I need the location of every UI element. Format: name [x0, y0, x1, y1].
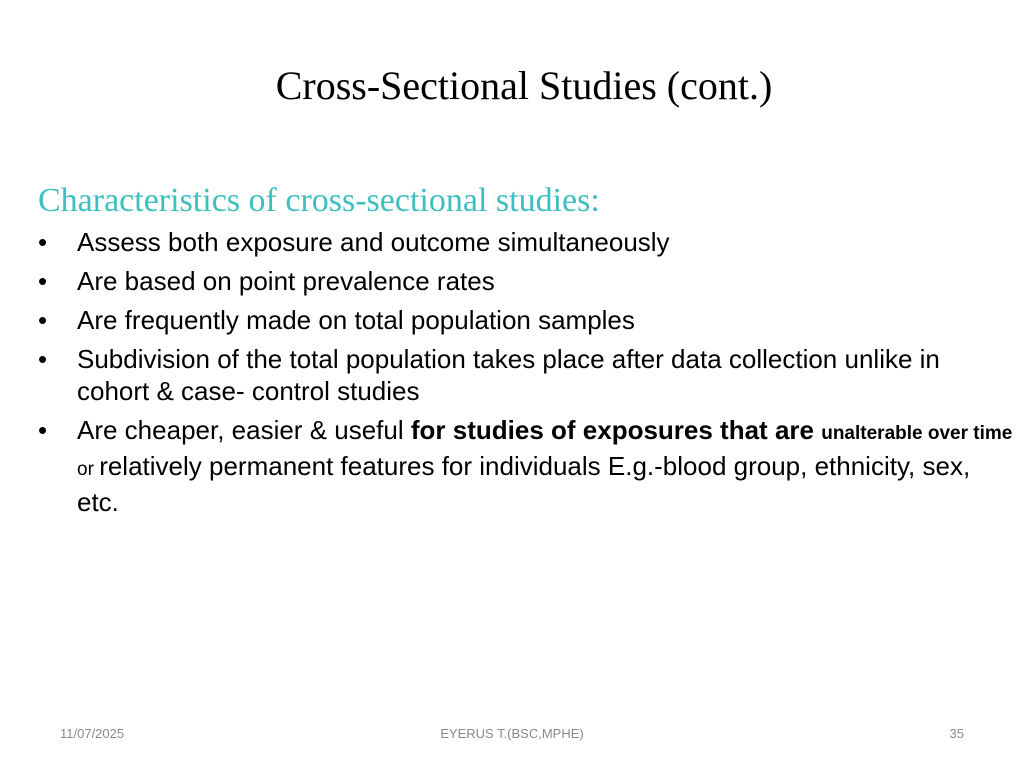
bullet-text: Assess both exposure and outcome simultaneously	[77, 227, 670, 257]
bullet-text-small: or	[77, 459, 100, 480]
list-item	[38, 414, 1013, 518]
list-item	[38, 226, 1013, 258]
footer-date: 11/07/2025	[60, 726, 125, 741]
bullet-list	[38, 226, 1013, 525]
bullet-text-part5: relatively permanent features for individuals E.g.-blood group, ethnicity, sex, etc.	[77, 451, 971, 517]
bullet-icon: •	[38, 266, 48, 296]
bullet-icon: •	[38, 305, 48, 335]
bullet-text-small-bold: unalterable over time	[821, 423, 1013, 444]
footer-author: EYERUS T.(BSC,MPHE)	[440, 726, 584, 741]
list-item	[38, 304, 1013, 336]
bullet-text: Subdivision of the total population takes place after data collection unlike in cohort & case- control studies	[77, 344, 940, 406]
bullet-text: Are based on point prevalence rates	[77, 266, 495, 296]
bullet-icon: •	[38, 415, 48, 445]
list-item	[38, 265, 1013, 297]
slide-title: Cross-Sectional Studies (cont.)	[275, 63, 773, 108]
bullet-text: Are frequently made on total population samples	[77, 305, 635, 335]
section-subheading: Characteristics of cross-sectional studies:	[38, 182, 600, 219]
bullet-icon: •	[38, 227, 48, 257]
bullet-text-part1: Are cheaper, easier & useful	[77, 415, 411, 445]
page-number: 35	[949, 726, 964, 741]
bullet-text-bold: for studies of exposures that are	[410, 415, 814, 445]
list-item	[38, 343, 1013, 407]
bullet-icon: •	[38, 344, 48, 374]
